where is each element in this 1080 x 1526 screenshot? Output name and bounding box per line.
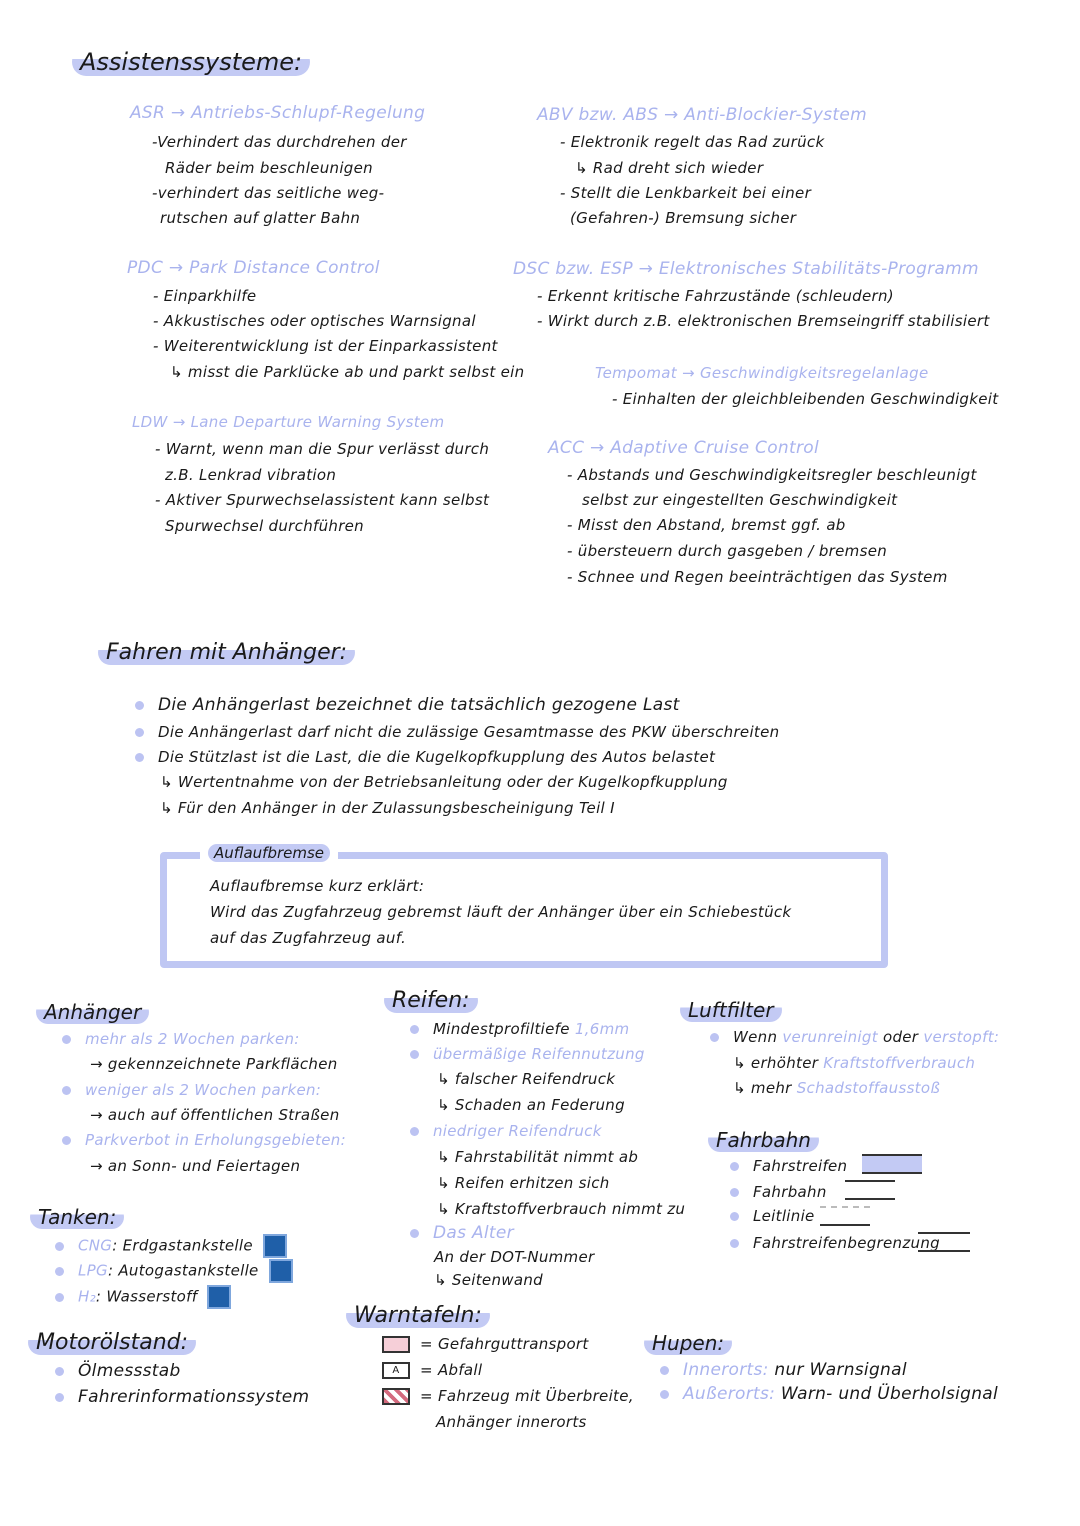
- tanken-item: H₂: Wasserstoff: [55, 1285, 231, 1309]
- warntafel-item: [382, 1335, 589, 1353]
- station-type: Autogastankstelle: [118, 1261, 259, 1280]
- lf-text: ↳ erhöhter: [733, 1054, 819, 1072]
- fahrbahn-diagram: [845, 1180, 895, 1200]
- motoroel-item: Ölmessstab: [55, 1361, 181, 1381]
- hupen-signal: Warn- und Überholsignal: [780, 1384, 999, 1404]
- trailer-bullet: Die Anhängerlast bezeichnet die tatsächlich gezogene Last: [135, 695, 680, 715]
- lf-text: oder: [882, 1028, 919, 1046]
- box-line: Auflaufbremse kurz erklärt:: [210, 877, 425, 895]
- fahrbahn-item: Fahrstreifen: [730, 1157, 847, 1175]
- reifen-sub: ↳ falscher Reifendruck: [437, 1070, 616, 1088]
- abv-line: - Elektronik regelt das Rad zurück: [560, 133, 825, 151]
- dsc-line: - Erkennt kritische Fahrzustände (schleudern): [537, 287, 894, 305]
- anhaenger-value: → auch auf öffentlichen Straßen: [90, 1106, 340, 1124]
- acc-title: ACC → Adaptive Cruise Control: [548, 438, 819, 458]
- abv-line: (Gefahren-) Bremsung sicher: [570, 209, 797, 227]
- fuel-type: LPG: [78, 1261, 108, 1280]
- hupen-signal: nur Warnsignal: [774, 1360, 907, 1380]
- fuel-station-sign-icon: [207, 1285, 231, 1309]
- anhaenger-value: → gekennzeichnete Parkflächen: [90, 1055, 338, 1073]
- trailer-sub: ↳ Für den Anhänger in der Zulassungsbescheinigung Teil I: [160, 799, 615, 817]
- asr-line: -Verhindert das durchdrehen der: [152, 133, 407, 151]
- lf-text: Wenn: [733, 1028, 778, 1046]
- equals: =: [420, 1361, 433, 1379]
- motoroel-heading: Motorölstand:: [28, 1330, 196, 1355]
- pdc-title: PDC → Park Distance Control: [127, 258, 380, 278]
- warntafel-meaning: Abfall: [437, 1361, 483, 1379]
- box-line: Wird das Zugfahrzeug gebremst läuft der Anhänger über ein Schiebestück: [210, 903, 792, 921]
- luftfilter-sub: [733, 1079, 940, 1097]
- acc-line: - Schnee und Regen beeinträchtigen das System: [567, 568, 948, 586]
- asr-line: -verhindert das seitliche weg-: [152, 184, 385, 202]
- reifen-item: Das Alter: [410, 1223, 514, 1243]
- anhaenger-item: Parkverbot in Erholungsgebieten:: [62, 1131, 346, 1149]
- hupen-place: Außerorts:: [683, 1384, 776, 1404]
- pdc-line: - Akkustisches oder optisches Warnsignal: [153, 312, 476, 330]
- orange-plate-icon: [382, 1336, 410, 1353]
- pdc-line: - Einparkhilfe: [153, 287, 257, 305]
- asr-line: rutschen auf glatter Bahn: [160, 209, 361, 227]
- anhaenger-item: mehr als 2 Wochen parken:: [62, 1030, 300, 1048]
- reifen-text: Mindestprofiltiefe: [433, 1020, 570, 1038]
- asr-title: ASR → Antriebs-Schlupf-Regelung: [130, 103, 426, 123]
- luftfilter-item: [710, 1028, 999, 1046]
- box-line: auf das Zugfahrzeug auf.: [210, 929, 407, 947]
- ldw-line: z.B. Lenkrad vibration: [165, 466, 337, 484]
- fahrbahn-item: Fahrstreifenbegrenzung: [730, 1234, 940, 1252]
- ldw-line: - Aktiver Spurwechselassistent kann selbst: [155, 491, 490, 509]
- trailer-heading: Fahren mit Anhänger:: [98, 640, 355, 665]
- equals: =: [420, 1335, 433, 1353]
- acc-line: - Misst den Abstand, bremst ggf. ab: [567, 516, 846, 534]
- fahrbahn-heading: Fahrbahn: [708, 1128, 819, 1152]
- hupen-item: [660, 1360, 907, 1380]
- fahrbahn-item: Leitlinie: [730, 1207, 815, 1225]
- hupen-place: Innerorts:: [683, 1360, 769, 1380]
- dsc-line: - Wirkt durch z.B. elektronischen Bremseingriff stabilisiert: [537, 312, 990, 330]
- hupen-heading: Hupen:: [644, 1331, 732, 1355]
- warntafel-item: [382, 1361, 482, 1379]
- striped-plate-icon: [382, 1388, 410, 1405]
- lf-text: verstopft:: [923, 1028, 1000, 1046]
- hupen-item: [660, 1384, 998, 1404]
- reifen-sub: An der DOT-Nummer: [434, 1248, 595, 1266]
- station-type: Erdgastankstelle: [122, 1236, 253, 1255]
- ldw-title: LDW → Lane Departure Warning System: [132, 413, 445, 431]
- warntafel-meaning: Gefahrguttransport: [437, 1335, 589, 1353]
- trailer-bullet: Die Stützlast ist die Last, die die Kugelkopfkupplung des Autos belastet: [135, 748, 715, 766]
- warntafel-extra: Anhänger innerorts: [436, 1413, 587, 1431]
- dsc-title: DSC bzw. ESP → Elektronisches Stabilitäts-Programm: [513, 259, 979, 279]
- trailer-sub: ↳ Wertentnahme von der Betriebsanleitung oder der Kugelkopfkupplung: [160, 773, 728, 791]
- pdc-line: - Weiterentwicklung ist der Einparkassistent: [153, 337, 498, 355]
- abv-line: ↳ Rad dreht sich wieder: [575, 159, 764, 177]
- fuel-type: CNG: [78, 1236, 113, 1255]
- fuel-type: H₂: [78, 1287, 96, 1306]
- fahrstreifen-diagram: [862, 1154, 922, 1174]
- reifen-sub: ↳ Fahrstabilität nimmt ab: [437, 1148, 639, 1166]
- luftfilter-sub: [733, 1054, 975, 1072]
- reifen-sub: ↳ Kraftstoffverbrauch nimmt zu: [437, 1200, 686, 1218]
- acc-line: - übersteuern durch gasgeben / bremsen: [567, 542, 888, 560]
- motoroel-item: Fahrerinformationssystem: [55, 1387, 309, 1407]
- tanken-item: CNG: Erdgastankstelle: [55, 1234, 287, 1258]
- asr-line: Räder beim beschleunigen: [165, 159, 373, 177]
- tempomat-line: - Einhalten der gleichbleibenden Geschwindigkeit: [612, 390, 999, 408]
- reifen-heading: Reifen:: [384, 988, 478, 1013]
- fuel-station-sign-icon: [269, 1259, 293, 1283]
- acc-line: - Abstands und Geschwindigkeitsregler beschleunigt: [567, 466, 977, 484]
- begrenzung-diagram: [918, 1232, 970, 1252]
- luftfilter-heading: Luftfilter: [680, 998, 782, 1022]
- reifen-item: übermäßige Reifennutzung: [410, 1045, 645, 1063]
- acc-line: selbst zur eingestellten Geschwindigkeit: [582, 491, 898, 509]
- abfall-plate-icon: A: [382, 1362, 410, 1379]
- auflaufbremse-title: [200, 843, 338, 862]
- auflaufbremse-title-text: Auflaufbremse: [208, 844, 330, 862]
- lf-text: Kraftstoffverbrauch: [823, 1054, 976, 1072]
- anhaenger-value: → an Sonn- und Feiertagen: [90, 1157, 301, 1175]
- reifen-sub: ↳ Seitenwand: [434, 1271, 543, 1289]
- anhaenger-item: weniger als 2 Wochen parken:: [62, 1081, 321, 1099]
- fuel-station-sign-icon: [263, 1234, 287, 1258]
- abv-title: ABV bzw. ABS → Anti-Blockier-System: [537, 105, 867, 125]
- anhaenger-heading: Anhänger: [36, 1000, 149, 1024]
- fahrbahn-item: Fahrbahn: [730, 1183, 827, 1201]
- abv-line: - Stellt die Lenkbarkeit bei einer: [560, 184, 812, 202]
- warntafel-item: [382, 1387, 634, 1405]
- station-type: Wasserstoff: [106, 1287, 198, 1306]
- equals: =: [420, 1387, 433, 1405]
- ldw-line: Spurwechsel durchführen: [165, 517, 364, 535]
- page-title: Assistenssysteme:: [72, 48, 310, 76]
- lf-text: Schadstoffausstoß: [796, 1079, 941, 1097]
- reifen-sub: ↳ Reifen erhitzen sich: [437, 1174, 610, 1192]
- tanken-heading: Tanken:: [30, 1205, 124, 1229]
- leitlinie-diagram: [820, 1206, 870, 1226]
- lf-text: ↳ mehr: [733, 1079, 792, 1097]
- lf-text: verunreinigt: [782, 1028, 878, 1046]
- reifen-item: [410, 1020, 629, 1038]
- warntafeln-heading: Warntafeln:: [346, 1303, 490, 1328]
- warntafel-meaning: Fahrzeug mit Überbreite,: [437, 1387, 634, 1405]
- pdc-line: ↳ misst die Parklücke ab und parkt selbst ein: [170, 363, 525, 381]
- tempomat-title: Tempomat → Geschwindigkeitsregelanlage: [595, 364, 929, 382]
- reifen-item: niedriger Reifendruck: [410, 1122, 602, 1140]
- ldw-line: - Warnt, wenn man die Spur verlässt durch: [155, 440, 490, 458]
- tanken-item: LPG: Autogastankstelle: [55, 1259, 293, 1283]
- reifen-sub: ↳ Schaden an Federung: [437, 1096, 625, 1114]
- reifen-value: 1,6mm: [574, 1020, 630, 1038]
- trailer-bullet: Die Anhängerlast darf nicht die zulässige Gesamtmasse des PKW überschreiten: [135, 723, 779, 741]
